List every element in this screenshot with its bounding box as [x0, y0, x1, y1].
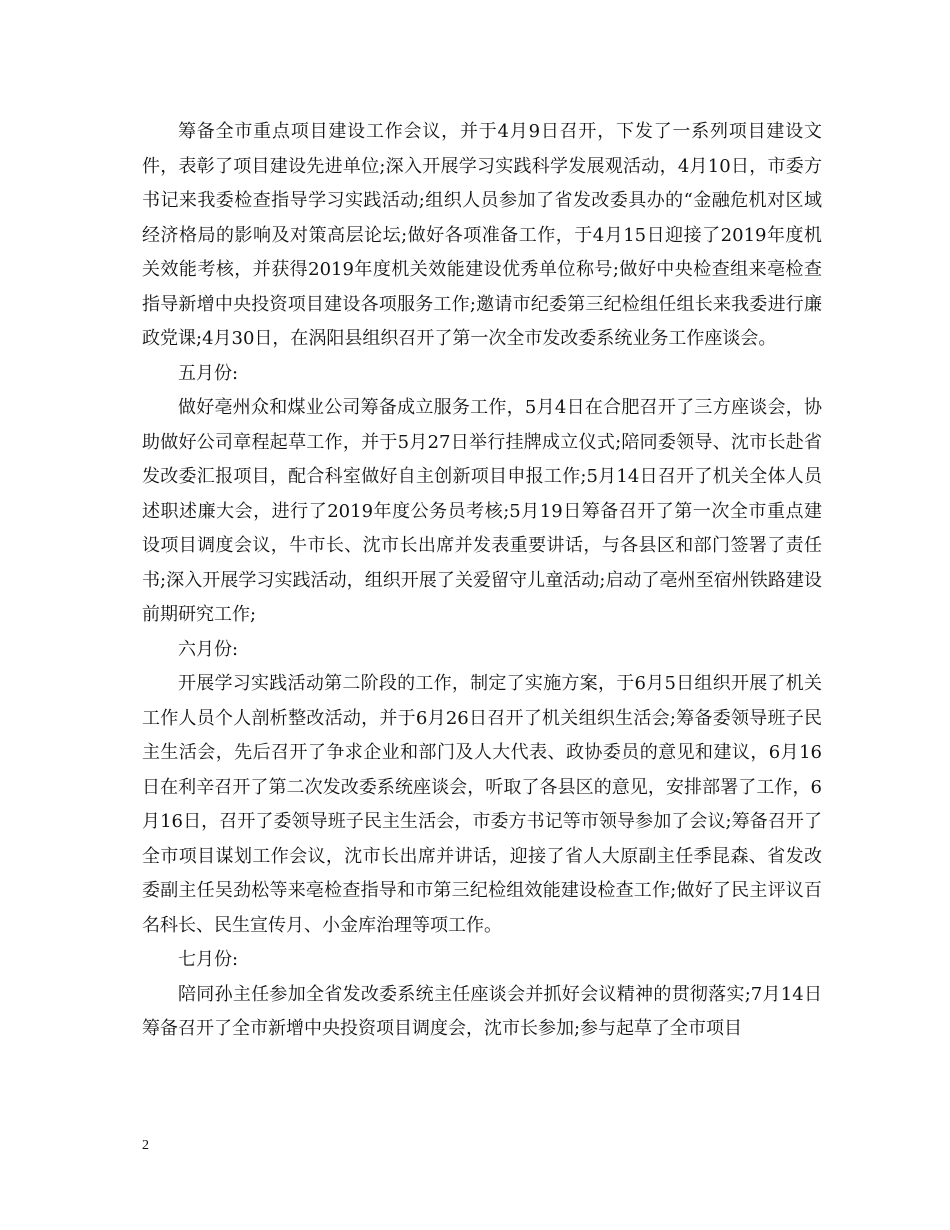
page-number: 2: [142, 1138, 149, 1153]
heading-may: 五月份:: [178, 362, 239, 384]
paragraph-july-work: 陪同孙主任参加全省发改委系统主任座谈会并抓好会议精神的贯彻落实;7月14日筹备召开了全市新增中央投资项目调度会，沈市长参加;参与起草了全市项目: [142, 983, 822, 1039]
paragraph-april-work: 筹备全市重点项目建设工作会议，并于4月9日召开，下发了一系列项目建设文件，表彰了项目建设先进单位;深入开展学习实践科学发展观活动，4月10日，市委方书记来我委检查指导学习实践活动;组织人员参加了省发改委具办的“金融危机对区域经济格局的影响及对策高层论坛;做好各项准备工作，于4月15日迎接了2019年度机关效能考核，并获得2019年度机关效能建设优秀单位称号;做好中央检查组来亳检查指导新增中央投资项目建设各项服务工作;邀请市纪委第三纪检组任组长来我委进行廉政党课;4月30日，在涡阳县组织召开了第一次全市发改委系统业务工作座谈会。: [142, 121, 822, 349]
paragraph-may-work: 做好亳州众和煤业公司筹备成立服务工作，5月4日在合肥召开了三方座谈会，协助做好公司章程起草工作，并于5月27日举行挂牌成立仪式;陪同委领导、沈市长赴省发改委汇报项目，配合科室做好自主创新项目申报工作;5月14日召开了机关全体人员述职述廉大会，进行了2019年度公务员考核;5月19日筹备召开了第一次全市重点建设项目调度会议，牛市长、沈市长出席并发表重要讲话，与各县区和部门签署了责任书;深入开展学习实践活动，组织开展了关爱留守儿童活动;启动了亳州至宿州铁路建设前期研究工作;: [142, 397, 822, 625]
paragraph-june-work: 开展学习实践活动第二阶段的工作，制定了实施方案，于6月5日组织开展了机关工作人员个人剖析整改活动，并于6月26日召开了机关组织生活会;筹备委领导班子民主生活会，先后召开了争求企业和部门及人大代表、政协委员的意见和建议，6月16日在利辛召开了第二次发改委系统座谈会，听取了各县区的意见，安排部署了工作，6月16日，召开了委领导班子民主生活会，市委方书记等市领导参加了会议;筹备召开了全市项目谋划工作会议，沈市长出席并讲话，迎接了省人大原副主任季昆森、省发改委副主任吴劲松等来亳检查指导和市第三纪检组效能建设检查工作;做好了民主评议百名科长、民生宣传月、小金库治理等项工作。: [142, 673, 822, 936]
heading-july: 七月份:: [178, 949, 239, 970]
heading-june: 六月份:: [178, 638, 239, 660]
document-body: [142, 115, 822, 1047]
